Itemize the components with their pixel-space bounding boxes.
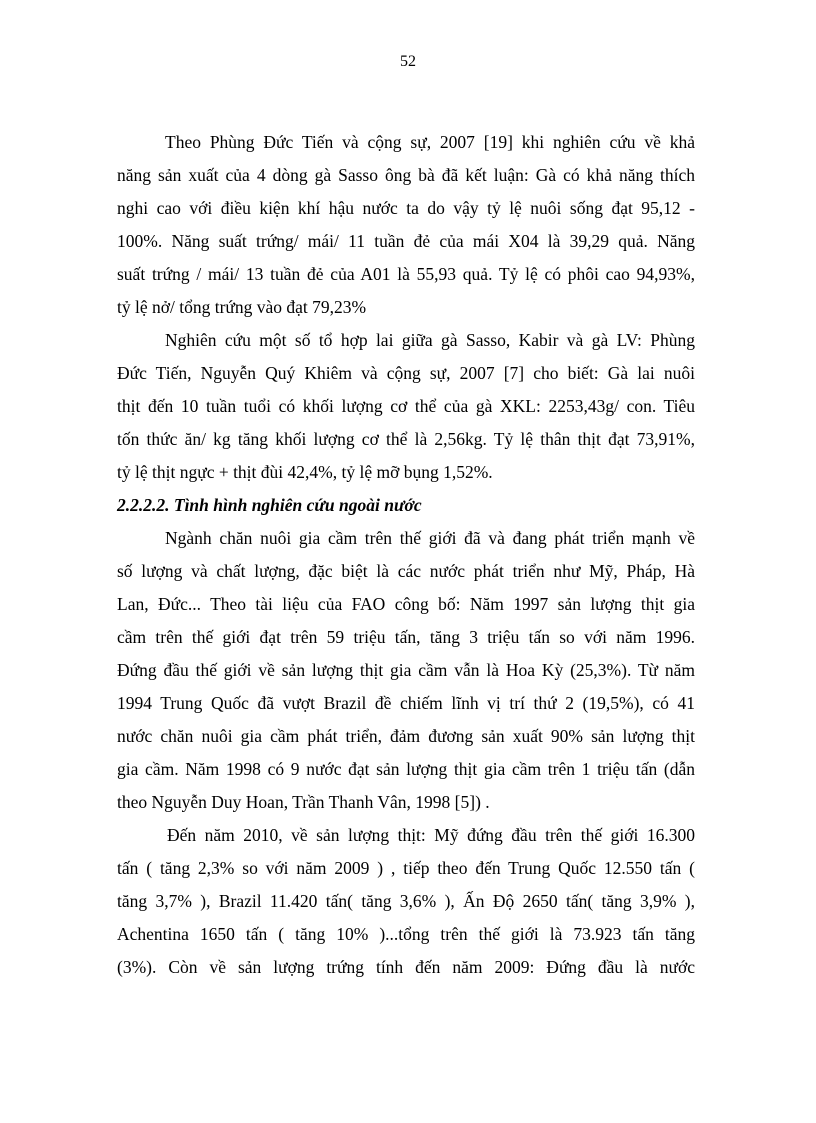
text-line: Nghiên cứu một số tổ hợp lai giữa gà Sasso, Kabir và gà LV: Phùng <box>165 330 695 350</box>
text-line: 1994 Trung Quốc đã vượt Brazil đề chiếm lĩnh vị trí thứ 2 (19,5%), có 41 <box>117 693 695 713</box>
text-line: Ngành chăn nuôi gia cầm trên thế giới đã và đang phát triển mạnh về <box>165 528 695 548</box>
text-line: tăng 3,7% ), Brazil 11.420 tấn( tăng 3,6% ), Ấn Độ 2650 tấn( tăng 3,9% ), <box>117 891 695 911</box>
paragraph-phung-duc-tien-sasso <box>117 126 695 324</box>
text-line: Đứng đầu thế giới về sản lượng thịt gia cầm vẫn là Hoa Kỳ (25,3%). Từ năm <box>117 660 695 680</box>
text-line: gia cầm. Năm 1998 có 9 nước đạt sản lượng thịt gia cầm trên 1 triệu tấn (dẫn <box>117 759 695 779</box>
text-line: (3%). Còn về sản lượng trứng tính đến năm 2009: Đứng đầu là nước <box>117 957 695 977</box>
text-line: nghi cao với điều kiện khí hậu nước ta do vậy tỷ lệ nuôi sống đạt 95,12 - <box>117 198 695 218</box>
section-heading: 2.2.2.2. Tình hình nghiên cứu ngoài nước <box>117 495 422 515</box>
text-line: Lan, Đức... Theo tài liệu của FAO công bố: Năm 1997 sản lượng thịt gia <box>117 594 695 614</box>
text-line: nước chăn nuôi gia cầm phát triển, đảm đương sản xuất 90% sản lượng thịt <box>117 726 695 746</box>
document-body <box>117 126 695 984</box>
text-line: năng sản xuất của 4 dòng gà Sasso ông bà đã kết luận: Gà có khả năng thích <box>117 165 695 185</box>
paragraph-nam-2010 <box>117 819 695 984</box>
paragraph-to-hop-lai <box>117 324 695 489</box>
page-number: 52 <box>400 53 416 70</box>
text-line: thịt đến 10 tuần tuổi có khối lượng cơ thể của gà XKL: 2253,43g/ con. Tiêu <box>117 396 695 416</box>
text-line: tốn thức ăn/ kg tăng khối lượng cơ thể là 2,56kg. Tỷ lệ thân thịt đạt 73,91%, <box>117 429 695 449</box>
text-line: tỷ lệ thịt ngực + thịt đùi 42,4%, tỷ lệ mỡ bụng 1,52%. <box>117 462 493 482</box>
text-line: suất trứng / mái/ 13 tuần đẻ của A01 là 55,93 quả. Tỷ lệ có phôi cao 94,93%, <box>117 264 695 284</box>
text-line: tỷ lệ nở/ tổng trứng vào đạt 79,23% <box>117 297 367 317</box>
text-line: cầm trên thế giới đạt trên 59 triệu tấn, tăng 3 triệu tấn so với năm 1996. <box>117 627 695 647</box>
text-line: theo Nguyễn Duy Hoan, Trần Thanh Vân, 1998 [5]) . <box>117 792 490 812</box>
text-line: Achentina 1650 tấn ( tăng 10% )...tổng trên thế giới là 73.923 tấn tăng <box>117 924 695 944</box>
text-line: tấn ( tăng 2,3% so với năm 2009 ) , tiếp theo đến Trung Quốc 12.550 tấn ( <box>117 858 695 878</box>
text-line: Đến năm 2010, về sản lượng thịt: Mỹ đứng đầu trên thế giới 16.300 <box>167 825 695 845</box>
paragraph-chan-nuoi-the-gioi <box>117 522 695 819</box>
text-line: 100%. Năng suất trứng/ mái/ 11 tuần đẻ của mái X04 là 39,29 quả. Năng <box>117 231 695 251</box>
text-line: số lượng và chất lượng, đặc biệt là các nước phát triển như Mỹ, Pháp, Hà <box>117 561 695 581</box>
text-line: Đức Tiến, Nguyễn Quý Khiêm và cộng sự, 2007 [7] cho biết: Gà lai nuôi <box>117 363 695 383</box>
text-line: Theo Phùng Đức Tiến và cộng sự, 2007 [19] khi nghiên cứu về khả <box>165 132 695 152</box>
